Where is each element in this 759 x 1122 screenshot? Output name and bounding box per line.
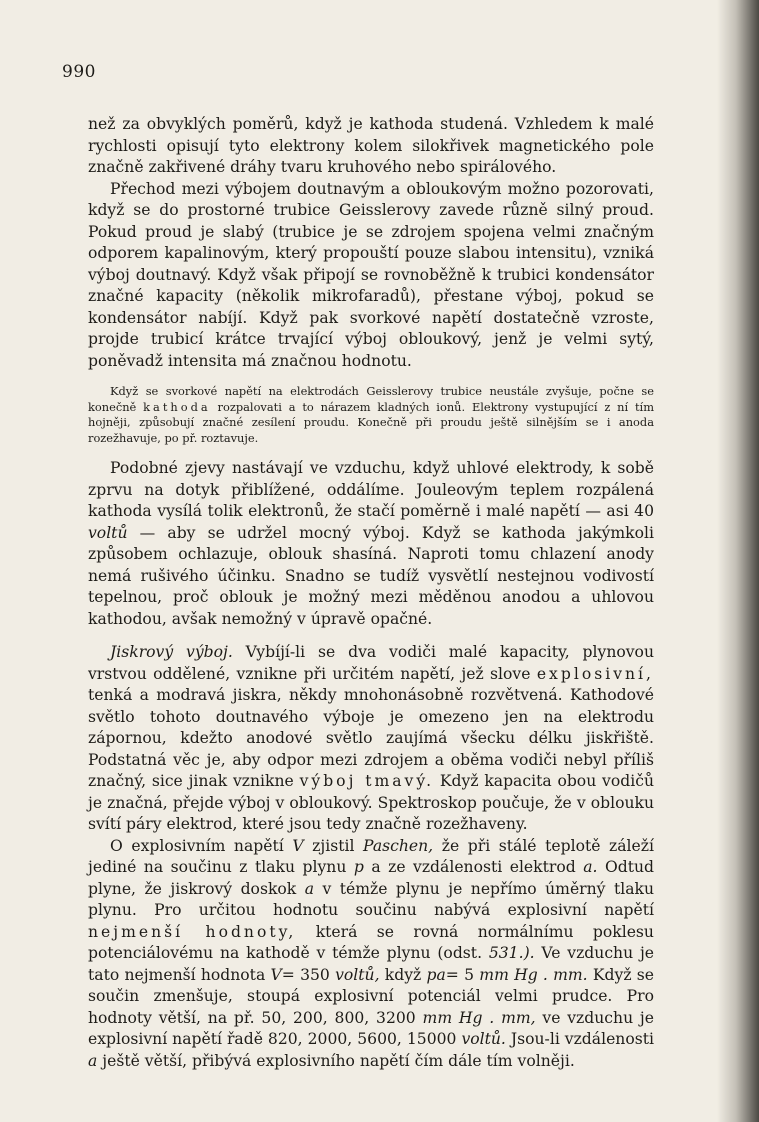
p5-value: = 350 (281, 965, 330, 984)
p5-var: a (88, 1051, 98, 1070)
p4-text-2: tenká a modravá jiskra, někdy mnohonásobně rozvětvená. Kathodové světlo tohoto doutnavého výboje je omezeno jen na elektrodu zápornou, kdežto anodové světlo zaujímá všecku délku jiskřiště. Podstatná věc je, aby odpor mezi zdrojem a oběma vodiči nebyl příliš značný, sice jinak vznikne (88, 686, 654, 790)
p5-text: a ze vzdálenosti elektrod (371, 858, 576, 876)
p3-text-1: Podobné zjevy nastávají ve vzduchu, když uhlové elektrody, k sobě zprvu na dotyk přiblížené, oddálíme. Jouleovým teplem rozpálená kathoda vysílá tolik elektronů, že stačí poměrně i malé napětí — asi 40 (88, 459, 654, 520)
p5-spaced-nejmensi-hodnoty: nejmenší hodnoty, (88, 922, 297, 941)
p5-text: která se rovná normálnímu poklesu potenciálovému na kathodě v témže plynu (odst. (88, 922, 654, 962)
page-number: 990 (62, 62, 96, 82)
p4-text-1: Vybíjí-li se dva vodiči malé kapacity, plynovou vrstvou oddělené, vznikne při určitém napětí, jež slove (88, 643, 654, 683)
paragraph-1-text: než za obvyklých poměrů, když je kathoda studená. Vzhledem k malé rychlosti opisují tyto elektrony kolem silokřivek magnetického pole značně zakřivené dráhy tvaru kruhového nebo spirálového. (88, 115, 654, 176)
p5-section-ref: 531.). (488, 944, 535, 962)
p3-unit-voltu: voltů (88, 523, 128, 542)
paragraph-2-text: Přechod mezi výbojem doutnavým a obloukovým možno pozorovati, když se do prostorné trubice Geisslerovy zavede různě silný proud. Pokud proud je slabý (trubice je se zdrojem spojena velmi značným odporem kapalinovým, který propouští pouze slabou intensitu), vzniká výboj doutnavý. Když však připojí se rovnoběžně k trubici kondensátor značné kapacity (několik mikrofaradů), přestane výboj, pokud se kondensátor nabíjí. Když pak svorkové napětí dostatečně vzroste, projde trubicí krátce trvající výboj obloukový, jenž je velmi sytý, poněvadž intensita má značnou hodnotu. (88, 179, 654, 370)
spacer (88, 372, 654, 384)
p5-text: zjistil (312, 836, 355, 855)
p5-text: že při stálé teplotě záleží jediné na součinu z tlaku plynu (88, 836, 654, 876)
p5-var: V (292, 836, 304, 855)
note-text-2: rozpalovati a to nárazem kladných ionů. Elektrony vystupující z ní tím hojněji, způsobují značné zesílení proudu. Konečně při proudu ještě silnějším se i anoda rozežhavuje, po př. roztavuje. (88, 399, 654, 445)
p5-var: a (304, 879, 314, 898)
p5-text: v témže plynu je nepřímo úměrný tlaku plynu. Pro určitou hodnotu součinu nabývá explosivní napětí (88, 879, 654, 919)
note-spaced-kathoda: kathoda (143, 399, 211, 414)
paragraph-4 (88, 642, 654, 836)
body-text (88, 114, 654, 1072)
p5-unit: mm Hg . mm, (422, 1008, 536, 1027)
p5-var: a. (583, 858, 598, 876)
paragraph-3 (88, 458, 654, 630)
p5-text: Odtud plyne, že jiskrový doskok (88, 858, 654, 898)
p5-unit: voltů. (461, 1030, 506, 1048)
p5-unit: mm Hg . mm. (479, 965, 588, 984)
spacer (88, 446, 654, 458)
p5-text: ještě větší, přibývá explosivního napětí čím dále tím volněji. (102, 1051, 575, 1070)
p4-text-3: Když kapacita obou vodičů je značná, přejde výboj v obloukový. Spektroskop poučuje, že v oblouku svítí páry elektrod, které jsou tedy značně rozežhaveny. (88, 772, 654, 833)
p5-text: Ve vzduchu je tato nejmenší hodnota (88, 944, 655, 984)
p5-text: když (384, 965, 422, 984)
p5-value: = 5 (445, 965, 475, 984)
p5-text: Když se součin zmenšuje, stoupá explosivní potenciál velmi prudce. Pro hodnoty větší, na př. 50, 200, 800, 3200 (88, 965, 655, 1027)
p5-text: O explosivním napětí (110, 836, 284, 855)
p5-name-paschen: Paschen, (363, 836, 434, 855)
p4-spaced-vyboj-tmavy: výboj tmavý. (299, 772, 435, 790)
p5-var: V (270, 965, 282, 984)
note-text-1: Když se svorkové napětí na elektrodách Geisslerovy trubice neustále zvyšuje, počne se konečně (88, 384, 654, 414)
page-edge-shadow (717, 0, 759, 1122)
spacer (88, 630, 654, 642)
p4-spaced-explosivni: explosivní, (536, 664, 654, 683)
p5-text: Jsou-li vzdálenosti (510, 1030, 654, 1048)
paragraph-1 (88, 114, 654, 179)
p5-var: p (353, 858, 364, 876)
p5-unit: voltů, (335, 965, 380, 984)
section-heading-jiskrovy-vyboj: Jiskrový výboj. (110, 643, 233, 661)
p5-text: ve vzduchu je explosivní napětí řadě 820, 2000, 5600, 15000 (88, 1008, 654, 1048)
p3-text-2: — aby se udržel mocný výboj. Když se kathoda jakýmkoli způsobem ochlazuje, oblouk shasíná. Naproti tomu chlazení anody nemá rušivého účinku. Snadno se tudíž vysvětlí nestejnou vodivostí tepelnou, proč oblouk je možný mezi měděnou anodou a uhlovou kathodou, avšak nemožný v úpravě opačné. (88, 523, 654, 628)
small-print-note (88, 384, 654, 446)
paragraph-5 (88, 836, 654, 1073)
paragraph-2 (88, 179, 654, 373)
p5-var: pa (426, 965, 446, 984)
